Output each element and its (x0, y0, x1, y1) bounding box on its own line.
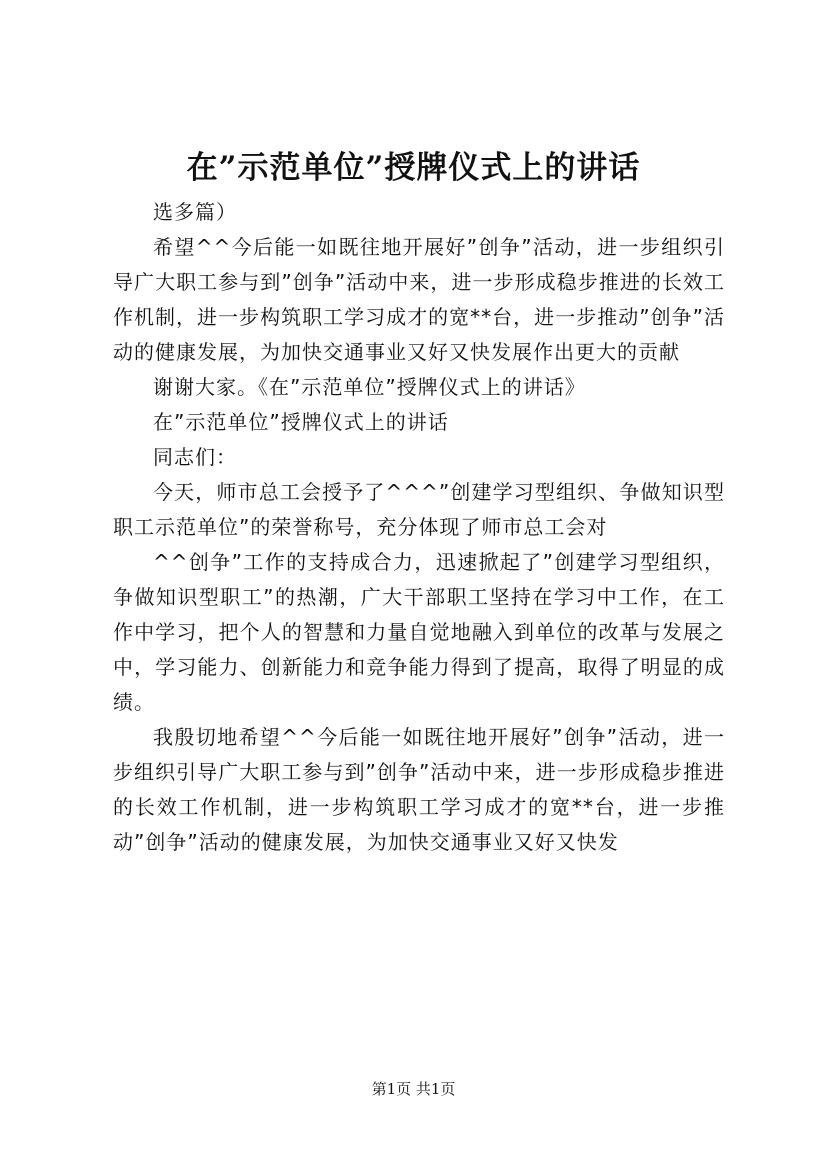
paragraph: 在”示范单位”授牌仪式上的讲话 (153, 410, 449, 434)
document-title: 在”示范单位”授牌仪式上的讲话 (186, 150, 641, 186)
paragraph: 我殷切地希望^^今后能一如既往地开展好”创争”活动，进一步组织引导广大职工参与到”创争”活动中来，进一步形成稳步推进的长效工作机制，进一步构筑职工学习成才的宽**台，进一步推动”创争”活动的健康发展，为加快交通事业又好又快发 (113, 725, 725, 854)
paragraph: 今天，师市总工会授予了^^^”创建学习型组织、争做知识型职工示范单位”的荣誉称号，充分体现了师市总工会对 (113, 480, 725, 539)
paragraph: 选多篇） (153, 200, 237, 224)
paragraph: 希望^^今后能一如既往地开展好”创争”活动，进一步组织引导广大职工参与到”创争”活动中来，进一步形成稳步推进的长效工作机制，进一步构筑职工学习成才的宽**台，进一步推动”创争”活动的健康发展，为加快交通事业又好又快发展作出更大的贡献 (113, 235, 725, 364)
document-body (113, 195, 725, 860)
page-footer: 第1页 共1页 (371, 1080, 456, 1098)
paragraph: 谢谢大家。《在”示范单位”授牌仪式上的讲话》 (153, 375, 586, 399)
paragraph: ^^创争”工作的支持成合力，迅速掀起了”创建学习型组织，争做知识型职工”的热潮，广大干部职工坚持在学习中工作，在工作中学习，把个人的智慧和力量自觉地融入到单位的改革与发展之中，学习能力、创新能力和竞争能力得到了提高，取得了明显的成绩。 (113, 550, 725, 714)
paragraph: 同志们： (153, 445, 237, 469)
